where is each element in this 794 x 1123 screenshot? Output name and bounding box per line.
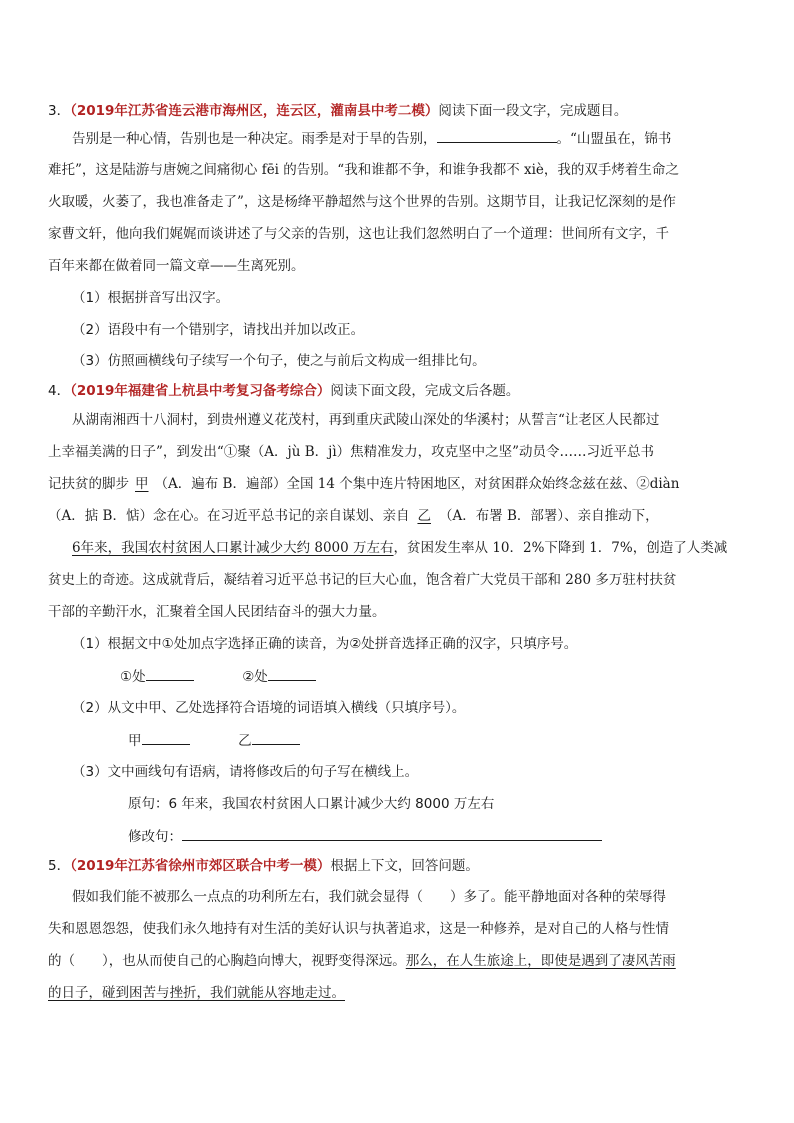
answer-label: 乙 — [238, 733, 252, 749]
passage-line — [48, 474, 679, 494]
passage-line: 失和恩恩怨怨，使我们永久地持有对生活的美好认识与执著追求，这是一种修养，是对自己的人格与性情 — [48, 921, 669, 937]
passage-line — [48, 983, 345, 1003]
passage-text: 。“山盟虽在，锦书 — [556, 131, 672, 147]
answer-label: ②处 — [242, 669, 268, 685]
answer-line — [128, 730, 300, 751]
original-sentence: 原句：6 年来，我国农村贫困人口累计减少大约 8000 万左右 — [128, 796, 495, 812]
answer-line — [120, 666, 316, 687]
passage-text: ，贫困发生率从 10．2%下降到 1．7%，创造了人类减 — [393, 540, 728, 556]
answer-label: 甲 — [128, 733, 142, 749]
passage-line: 上幸福美满的日子”，到发出“①聚（A．jù B．jì）焦精准发力，攻克坚中之坚”动员令……习近平总书 — [48, 444, 655, 460]
passage-text: 告别是一种心情，告别也是一种决定。雨季是对于旱的告别， — [72, 131, 437, 147]
answer-line — [128, 826, 602, 847]
answer-label: 修改句： — [128, 829, 182, 845]
question-instruction: 根据上下文，回答问题。 — [330, 858, 479, 874]
question-instruction: 阅读下面一段文字，完成题目。 — [438, 103, 628, 119]
passage-line: 百年来都在做着同一篇文章——生离死别。 — [48, 258, 305, 274]
passage-line: 贫史上的奇迹。这成就背后，凝结着习近平总书记的巨大心血，饱含着广大党员干部和 280 多万驻村扶贫 — [48, 572, 677, 588]
underlined-sentence: 那么，在人生旅途上，即使是遇到了凄风苦雨 — [405, 953, 676, 969]
sub-question: （3）文中画线句有语病，请将修改后的句子写在横线上。 — [72, 764, 419, 780]
revised-sentence-blank[interactable] — [182, 826, 602, 841]
question-4-header — [48, 381, 519, 401]
passage-text: （A．布署 B．部署）、亲自推动下， — [438, 508, 659, 524]
underlined-sentence: 6年来，我国农村贫困人口累计减少大约 8000 万左右 — [72, 540, 394, 556]
passage-line — [72, 538, 727, 558]
question-source: （2019年江苏省连云港市海州区，连云区，灌南县中考二模） — [70, 103, 439, 119]
answer-blank[interactable] — [146, 666, 194, 681]
passage-line: 难托”，这是陆游与唐婉之间痛彻心 fēi 的告别。“我和谁都不争，和谁争我都不 xiè，我的双手烤着生命之 — [48, 162, 679, 178]
question-5-header — [48, 856, 479, 876]
passage-line: 假如我们能不被那么一点点的功利所左右，我们就会显得（ ）多了。能平静地面对各种的荣辱得 — [72, 889, 666, 905]
answer-blank[interactable] — [437, 128, 557, 143]
passage-text: （A．掂 B．惦）念在心。在习近平总书记的亲自谋划、亲自 — [48, 508, 410, 524]
answer-blank[interactable] — [252, 730, 300, 745]
passage-line — [72, 128, 671, 149]
passage-text: 记扶贫的脚步 — [48, 476, 129, 492]
passage-line — [48, 951, 676, 971]
question-source: （2019年福建省上杭县中考复习备考综合） — [70, 383, 331, 399]
sub-question: （3）仿照画横线句子续写一个句子，使之与前后文构成一组排比句。 — [72, 353, 486, 369]
underlined-sentence: 的日子，碰到困苦与挫折，我们就能从容地走过。 — [48, 985, 345, 1001]
sub-question: （1）根据拼音写出汉字。 — [72, 290, 230, 306]
passage-text: （A．遍布 B．遍部）全国 14 个集中连片特困地区，对贫困群众始终念兹在兹、②diàn — [154, 476, 680, 492]
question-number: 4． — [48, 383, 71, 399]
sub-question: （2）从文中甲、乙处选择符合语境的词语填入横线（只填序号）。 — [72, 700, 466, 716]
answer-blank[interactable] — [268, 666, 316, 681]
blank-jia[interactable]: 甲 — [135, 476, 149, 492]
passage-line: 从湖南湘西十八洞村，到贵州遵义花茂村，再到重庆武陵山深处的华溪村；从誓言“让老区人民都过 — [72, 412, 660, 428]
sub-question: （2）语段中有一个错别字，请找出并加以改正。 — [72, 322, 365, 338]
question-instruction: 阅读下面文段，完成文后各题。 — [330, 383, 520, 399]
answer-label: ①处 — [120, 669, 146, 685]
sub-question: （1）根据文中①处加点字选择正确的读音，为②处拼音选择正确的汉字，只填序号。 — [72, 636, 578, 652]
question-number: 5． — [48, 858, 71, 874]
answer-blank[interactable] — [142, 730, 190, 745]
question-source: （2019年江苏省徐州市郊区联合中考一模） — [70, 858, 331, 874]
passage-line — [48, 506, 659, 526]
passage-text: 的（ ），也从而使自己的心胸趋向博大，视野变得深远。 — [48, 953, 406, 969]
question-number: 3． — [48, 103, 71, 119]
passage-line: 火取暖，火萎了，我也准备走了”，这是杨绛平静超然与这个世界的告别。这期节目，让我记忆深刻的是作 — [48, 194, 676, 210]
blank-yi[interactable]: 乙 — [417, 508, 431, 524]
passage-line: 干部的辛勤汗水，汇聚着全国人民团结奋斗的强大力量。 — [48, 604, 386, 620]
question-3-header — [48, 101, 627, 121]
passage-line: 家曹文轩，他向我们娓娓而谈讲述了与父亲的告别，这也让我们忽然明白了一个道理：世间所有文字，千 — [48, 226, 669, 242]
